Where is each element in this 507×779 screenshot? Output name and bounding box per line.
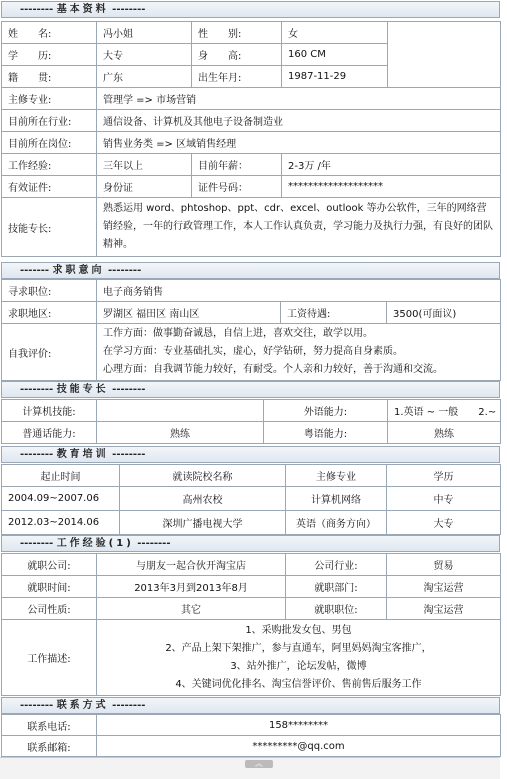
industry-label: 目前所在行业: bbox=[2, 110, 97, 132]
company-label: 就职公司: bbox=[2, 554, 97, 576]
id-label: 有效证件: bbox=[2, 176, 97, 198]
heading-text: 基本资料 bbox=[56, 4, 109, 15]
edu-period: 2012.03~2014.06 bbox=[2, 511, 120, 535]
height-value: 160 CM bbox=[282, 44, 388, 66]
computer-skill-value bbox=[97, 400, 264, 422]
education-label: 学 历: bbox=[2, 44, 97, 66]
double-chevron-up-icon[interactable]: ︽ bbox=[245, 760, 273, 768]
heading-text: 技能专长 bbox=[56, 384, 109, 395]
email-value: *********@qq.com bbox=[97, 736, 501, 757]
title-value: 淘宝运营 bbox=[387, 598, 501, 620]
heading-dashes: -------- bbox=[112, 700, 146, 711]
pay-label: 工资待遇: bbox=[281, 302, 387, 324]
period-value: 2013年3月到2013年8月 bbox=[97, 576, 286, 598]
work-desc-line: 3、站外推广，论坛发帖，微博 bbox=[230, 660, 367, 672]
job-value: 电子商务销售 bbox=[97, 280, 501, 302]
section-intent-heading bbox=[1, 262, 500, 279]
height-label: 身 高: bbox=[192, 44, 282, 66]
heading-text: 工作经验(1) bbox=[56, 538, 134, 549]
job-label: 寻求职位: bbox=[2, 280, 97, 302]
major-label: 主修专业: bbox=[2, 88, 97, 110]
id-number-value: ******************* bbox=[282, 176, 501, 198]
work-desc-line: 1、采购批发女包、男包 bbox=[245, 624, 352, 636]
self-eval-value bbox=[97, 324, 501, 381]
nature-label: 公司性质: bbox=[2, 598, 97, 620]
birth-value: 1987-11-29 bbox=[282, 66, 388, 88]
salary-value: 2-3万 /年 bbox=[282, 154, 501, 176]
work-desc-value bbox=[97, 620, 501, 696]
gender-label: 性 别: bbox=[192, 22, 282, 44]
industry-value: 通信设备、计算机及其他电子设备制造业 bbox=[97, 110, 501, 132]
skills-value: 熟悉运用 word、phtoshop、ppt、cdr、excel、outlook 等办公软件，三年的网络营销经验，一年的行政管理工作，本人工作认真负责，学习能力及执行力强，有良好的团队精神。 bbox=[97, 198, 501, 257]
section-contact-heading bbox=[1, 697, 500, 714]
work-desc-label: 工作描述: bbox=[2, 620, 97, 696]
heading-dashes: -------- bbox=[112, 384, 146, 395]
edu-major: 计算机网络 bbox=[286, 487, 387, 511]
work-desc-line: 4、关键词优化排名、淘宝信誉评价、售前售后服务工作 bbox=[175, 678, 422, 690]
pay-value: 3500(可面议) bbox=[387, 302, 501, 324]
language-value: 1.英语 ~ 一般 2.~ bbox=[388, 400, 501, 422]
heading-text: 教育培训 bbox=[56, 449, 109, 460]
edu-school: 深圳广播电视大学 bbox=[120, 511, 286, 535]
period-label: 就职时间: bbox=[2, 576, 97, 598]
work-desc-line: 2、产品上架下架推广，参与直通车，阿里妈妈淘宝客推广， bbox=[165, 642, 432, 654]
name-label: 姓 名: bbox=[2, 22, 97, 44]
position-value: 销售业务类 => 区域销售经理 bbox=[97, 132, 501, 154]
heading-dashes: -------- bbox=[20, 384, 54, 395]
heading-dashes: -------- bbox=[137, 538, 171, 549]
salary-label: 目前年薪： bbox=[192, 154, 282, 176]
trade-label: 公司行业: bbox=[286, 554, 387, 576]
major-value: 管理学 => 市场营销 bbox=[97, 88, 501, 110]
origin-value: 广东 bbox=[97, 66, 192, 88]
gender-value: 女 bbox=[282, 22, 388, 44]
area-value: 罗湖区 福田区 南山区 bbox=[97, 302, 281, 324]
section-work-heading bbox=[1, 535, 500, 552]
basic-info-table bbox=[1, 21, 501, 257]
computer-skill-label: 计算机技能: bbox=[2, 400, 97, 422]
heading-text: 联系方式 bbox=[56, 700, 109, 711]
table-header: 学历 bbox=[387, 465, 501, 487]
edu-degree: 大专 bbox=[387, 511, 501, 535]
dept-value: 淘宝运营 bbox=[387, 576, 501, 598]
edu-degree: 中专 bbox=[387, 487, 501, 511]
bottom-scroll-bar[interactable] bbox=[0, 757, 500, 779]
id-number-label: 证件号码： bbox=[192, 176, 282, 198]
cantonese-label: 粤语能力: bbox=[264, 422, 388, 444]
area-label: 求职地区: bbox=[2, 302, 97, 324]
heading-dashes: -------- bbox=[20, 449, 54, 460]
heading-dashes: -------- bbox=[112, 449, 146, 460]
heading-dashes: -------- bbox=[20, 700, 54, 711]
position-label: 目前所在岗位: bbox=[2, 132, 97, 154]
table-header: 起止时间 bbox=[2, 465, 120, 487]
self-eval-line: 心理方面：自我调节能力较好，有耐受。个人亲和力较好，善于沟通和交流。 bbox=[103, 364, 443, 375]
title-label: 就职职位: bbox=[286, 598, 387, 620]
self-eval-label: 自我评价: bbox=[2, 324, 97, 381]
work-table bbox=[1, 553, 501, 696]
skills-table bbox=[1, 399, 501, 444]
mandarin-value: 熟练 bbox=[97, 422, 264, 444]
heading-dashes: ------- bbox=[20, 265, 50, 276]
experience-label: 工作经验: bbox=[2, 154, 97, 176]
experience-value: 三年以上 bbox=[97, 154, 192, 176]
section-basic-heading bbox=[1, 1, 500, 18]
heading-text: 求职意向 bbox=[52, 265, 105, 276]
contact-table bbox=[1, 714, 501, 757]
self-eval-line: 在学习方面：专业基础扎实，虚心，好学钻研，努力提高自身素质。 bbox=[103, 346, 403, 357]
company-value: 与朋友一起合伙开淘宝店 bbox=[97, 554, 286, 576]
heading-dashes: -------- bbox=[20, 538, 54, 549]
heading-dashes: -------- bbox=[112, 4, 146, 15]
birth-label: 出生年月: bbox=[192, 66, 282, 88]
mandarin-label: 普通话能力: bbox=[2, 422, 97, 444]
name-value: 冯小姐 bbox=[97, 22, 192, 44]
heading-dashes: -------- bbox=[108, 265, 142, 276]
language-label: 外语能力: bbox=[264, 400, 388, 422]
edu-period: 2004.09~2007.06 bbox=[2, 487, 120, 511]
education-table bbox=[1, 464, 501, 535]
edu-school: 高州农校 bbox=[120, 487, 286, 511]
edu-major: 英语（商务方向） bbox=[286, 511, 387, 535]
id-type: 身份证 bbox=[97, 176, 192, 198]
phone-value: 158******** bbox=[97, 715, 501, 736]
intent-table bbox=[1, 279, 501, 381]
section-skills-heading bbox=[1, 381, 500, 398]
table-row bbox=[2, 487, 501, 511]
origin-label: 籍 贯: bbox=[2, 66, 97, 88]
section-education-heading bbox=[1, 446, 500, 463]
trade-value: 贸易 bbox=[387, 554, 501, 576]
dept-label: 就职部门: bbox=[286, 576, 387, 598]
email-label: 联系邮箱: bbox=[2, 736, 97, 757]
phone-label: 联系电话: bbox=[2, 715, 97, 736]
education-value: 大专 bbox=[97, 44, 192, 66]
table-row bbox=[2, 511, 501, 535]
table-header: 就读院校名称 bbox=[120, 465, 286, 487]
photo-area bbox=[388, 22, 501, 88]
skills-label: 技能专长: bbox=[2, 198, 97, 257]
self-eval-line: 工作方面：做事勤奋诚恳，自信上进，喜欢交往，敢学以用。 bbox=[103, 328, 373, 339]
cantonese-value: 熟练 bbox=[388, 422, 501, 444]
heading-dashes: -------- bbox=[20, 4, 54, 15]
nature-value: 其它 bbox=[97, 598, 286, 620]
table-header: 主修专业 bbox=[286, 465, 387, 487]
